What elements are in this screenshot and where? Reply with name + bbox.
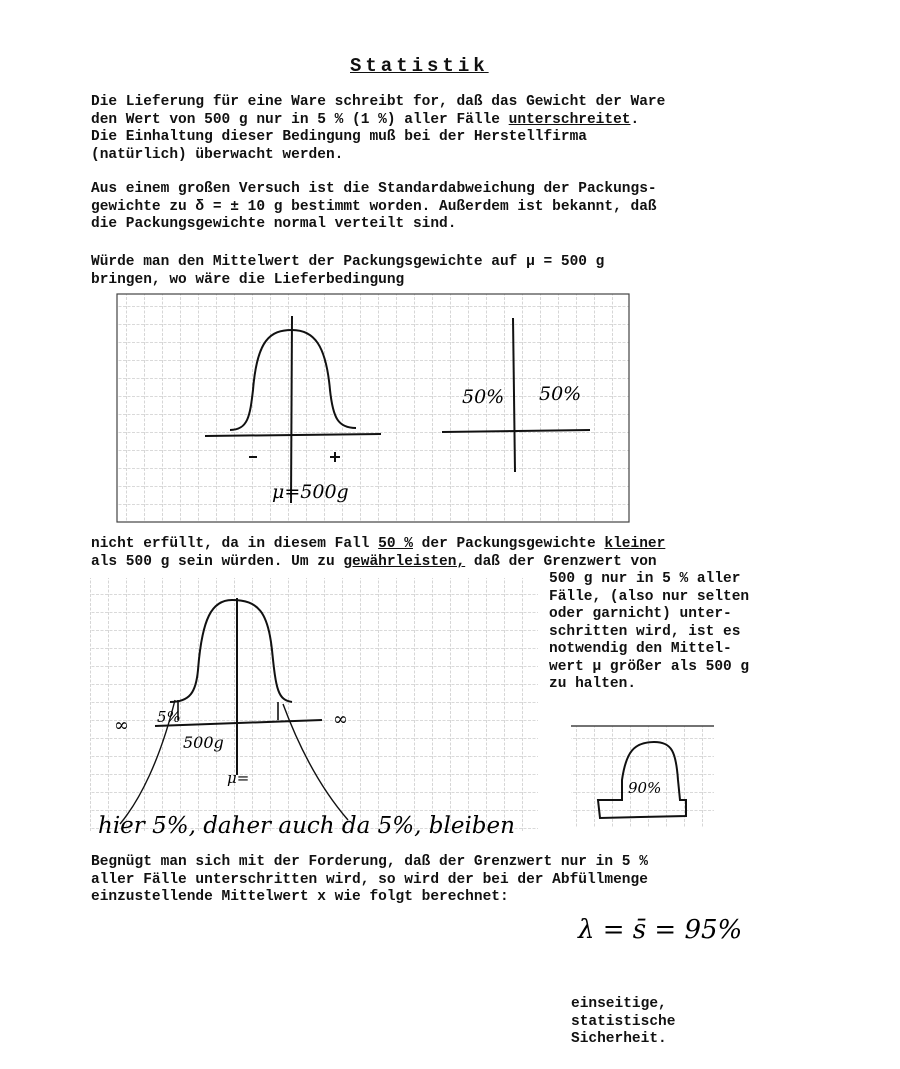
label-50-left: 50% <box>462 386 505 408</box>
paragraph-6: einseitige, statistische Sicherheit. <box>571 996 676 1047</box>
handwritten-caption: hier 5%, daher auch da 5%, bleiben <box>98 813 515 839</box>
figure-2 <box>90 578 538 839</box>
underlined-50-percent: 50 % <box>378 536 413 552</box>
label-500g: 500g <box>183 733 224 752</box>
paragraph-3: Würde man den Mittelwert der Packungsgewichte auf μ = 500 g bringen, wo wäre die Lieferbedingung <box>91 254 605 288</box>
infinity-right: ∞ <box>333 709 348 730</box>
label-mu-equals: μ= <box>227 769 250 787</box>
underlined-gewaehrleisten: gewährleisten, <box>343 553 466 570</box>
axis-mean-1 <box>291 316 292 503</box>
underlined-unterschreitet: unterschreitet <box>508 111 631 128</box>
paragraph-2: Aus einem großen Versuch ist die Standardabweichung der Packungs- gewichte zu δ = ± 10 g bestimmt worden. Außerdem ist bekannt, daß die Packungsgewichte normal verteilt sind. <box>91 181 657 232</box>
underlined-kleiner: kleiner <box>604 536 666 552</box>
label-5-percent: 5% <box>157 708 181 726</box>
grid-paper-3 <box>571 726 714 828</box>
paragraph-1: Die Lieferung für eine Ware schreibt for, daß das Gewicht der Ware den Wert von 500 g nur in 5 % (1 %) aller Fälle unterschreitet. Die Einhaltung dieser Bedingung muß bei der Herstellfirma (natürlich) überwacht werden. <box>91 94 666 163</box>
formula-lambda: λ = s̄ = 95% <box>578 915 743 945</box>
page-title: Statistik <box>350 55 489 77</box>
figure-3 <box>571 726 714 828</box>
grid-paper-1 <box>117 294 629 522</box>
paragraph-4-side: 500 g nur in 5 % aller Fälle, (also nur selten oder garnicht) unter- schritten wird, ist es notwendig den Mittel- wert μ größer als 500 g zu halten. <box>549 571 750 692</box>
label-50-right: 50% <box>539 383 582 405</box>
label-mu-500g: μ=500g <box>272 481 349 503</box>
infinity-left: ∞ <box>114 715 129 736</box>
paragraph-5: Begnügt man sich mit der Forderung, daß der Grenzwert nur in 5 % aller Fälle unterschritten wird, so wird der bei der Abfüllmenge einzustellende Mittelwert x wie folgt berechnet: <box>91 854 648 905</box>
grid-paper-2 <box>90 578 538 832</box>
label-90-percent: 90% <box>628 779 662 797</box>
paragraph-4: nicht erfüllt, da in diesem Fall 50 % der Packungsgewichte kleiner als 500 g sein würden. Um zu gewährleisten, daß der Grenzwert von <box>91 536 666 570</box>
figure-1 <box>117 294 629 522</box>
